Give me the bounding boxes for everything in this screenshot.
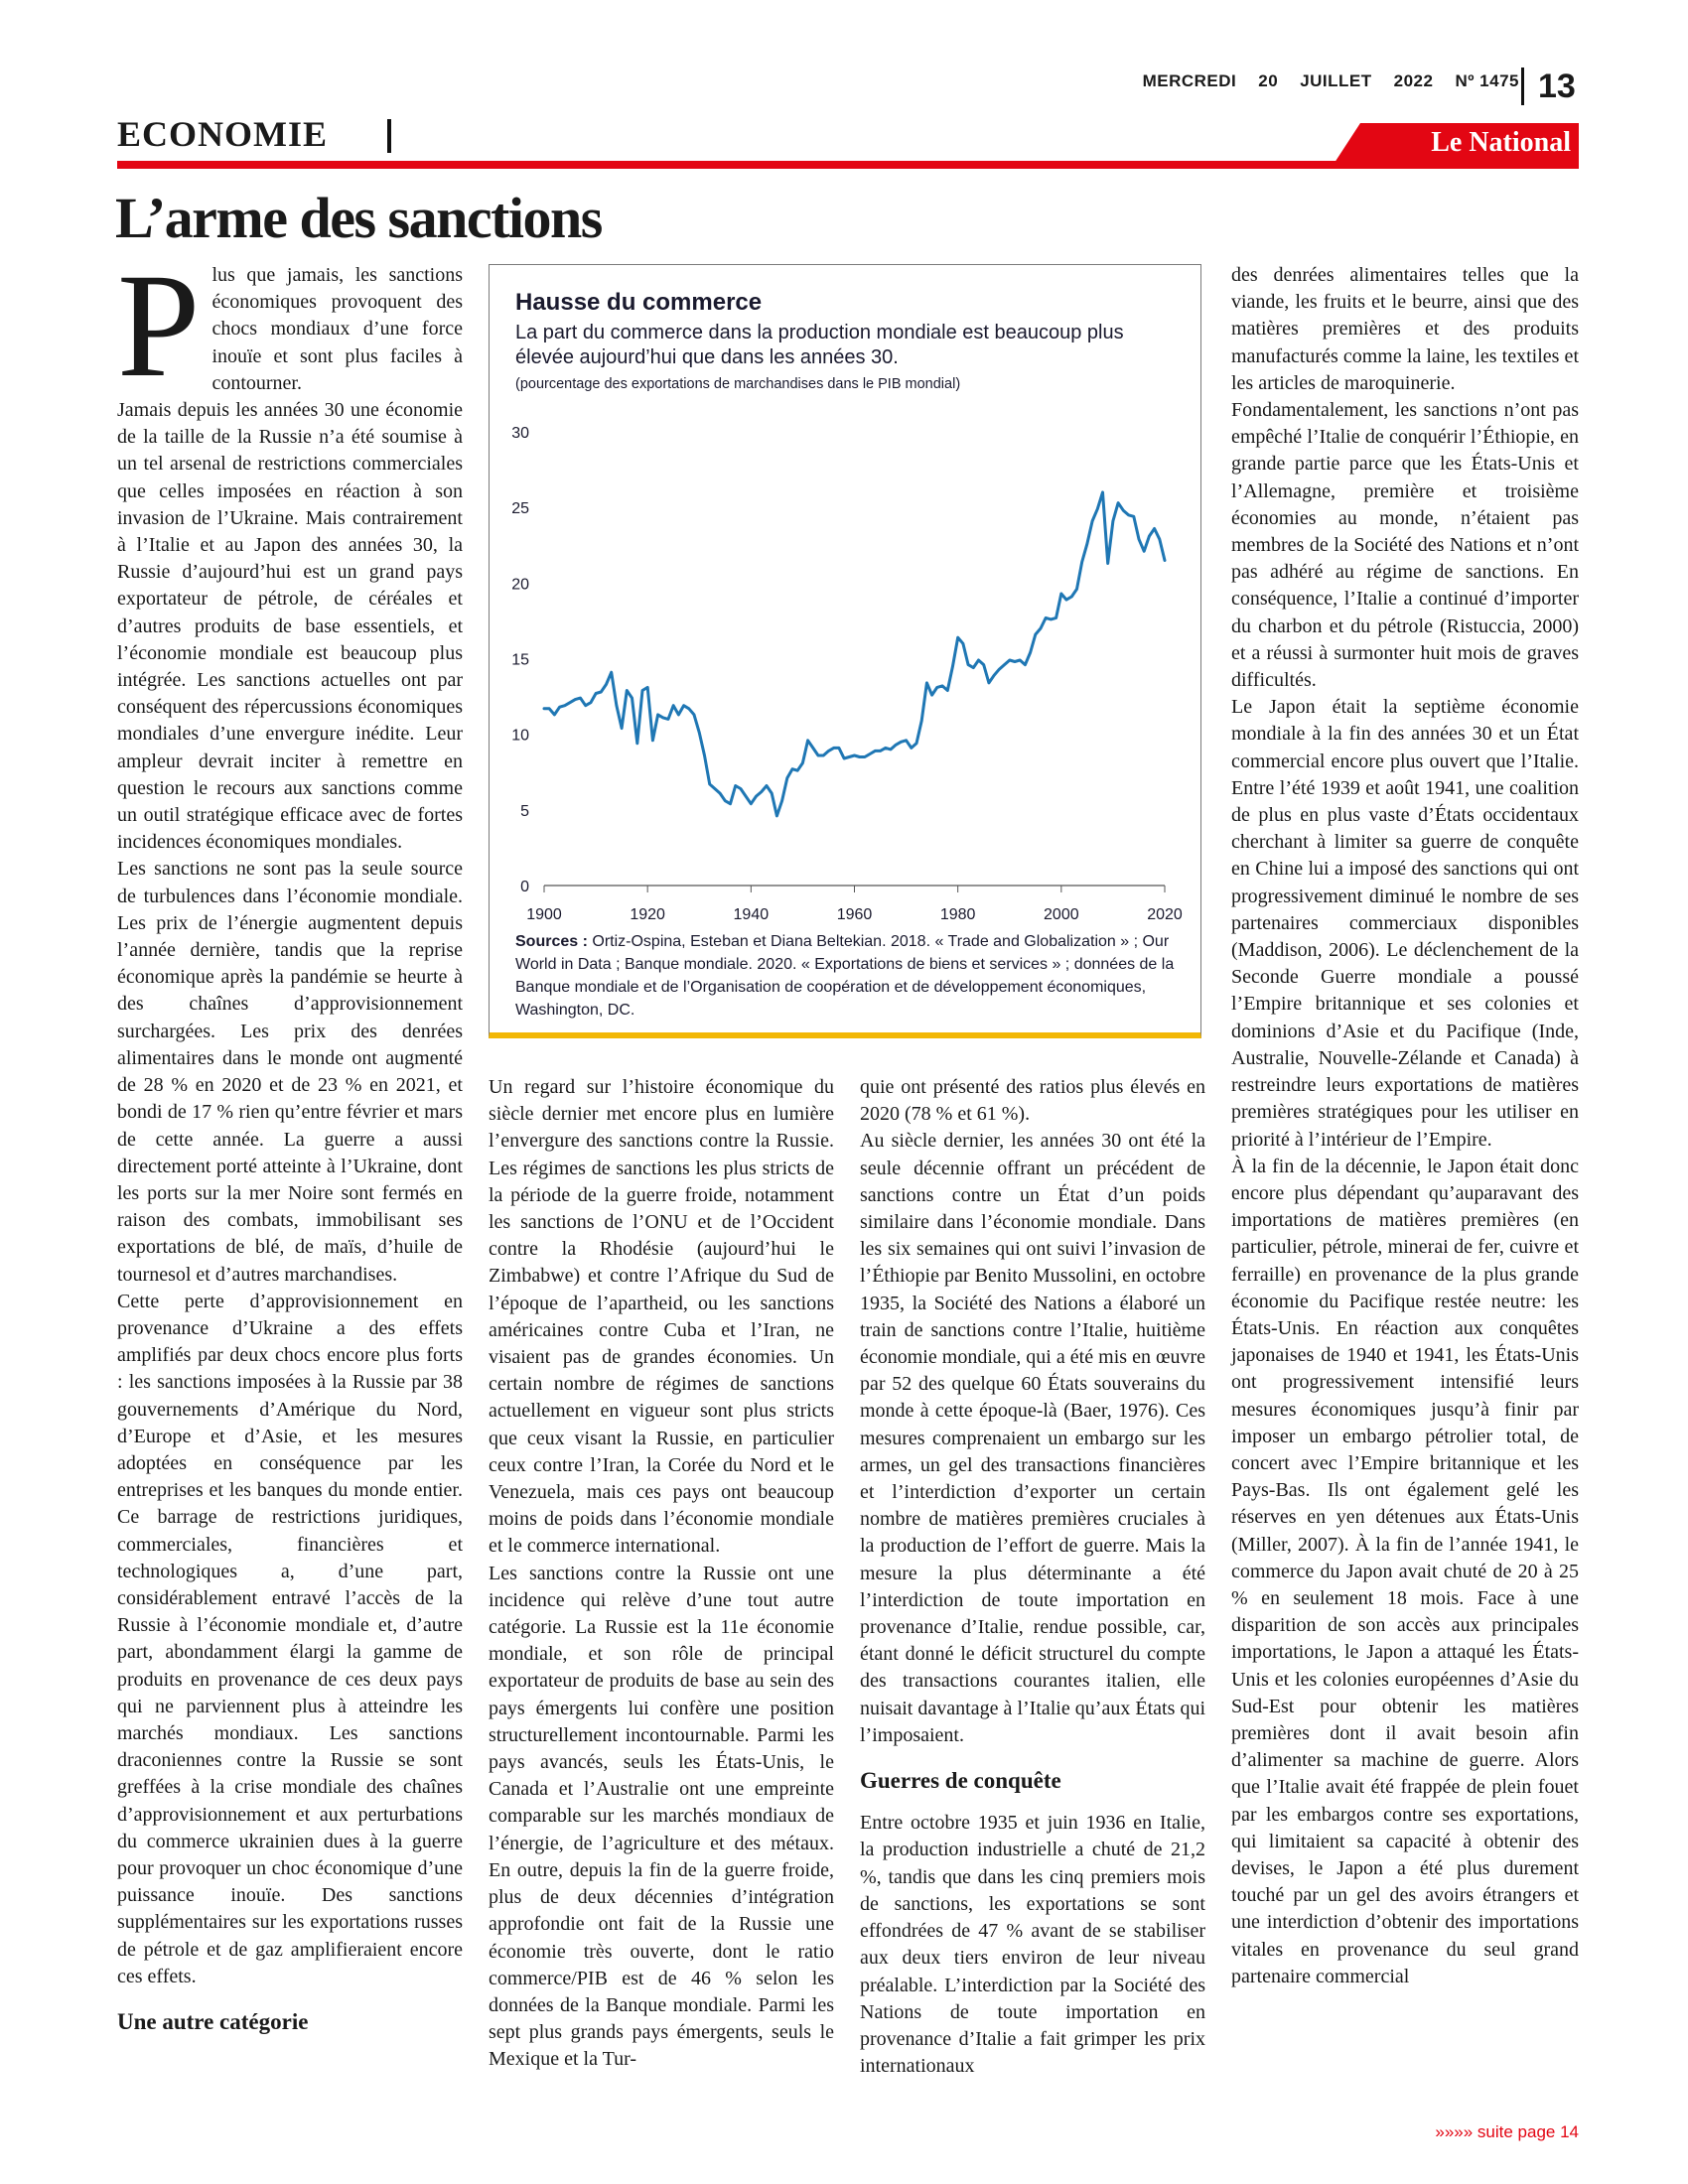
section-label: ECONOMIE	[117, 114, 329, 154]
x-tick-label: 1920	[630, 906, 665, 920]
paragraph: Cette perte d’approvisionnement en provenance d’Ukraine a des effets amplifiés par deux chocs encore plus forts : les sanctions imposées à la Russie par 38 gouvernements d’Amérique du Nord, d’Europe et d’Asie, et les mesures adoptées en conséquence par les entreprises et les banques du monde entier. Ce barrage de restrictions juridiques, commerciales, financières et technologiques a, d’une part, considérablement entravé l’accès de la Russie à l’économie mondiale et, d’autre part, abondamment élargi la gamme de produits en provenance de ces deux pays qui ne parviennent plus à atteindre les marchés mondiaux. Les sanctions draconiennes contre la Russie se sont greffées à la crise mondiale des chaînes d’approvisionnement et aux perturbations du commerce ukrainien dues à la guerre pour provoquer un choc économique d’une puissance inouïe. Des sanctions supplémentaires sur les exportations russes de pétrole et de gaz amplifieraient encore ces effets.	[117, 1290, 463, 1987]
article-column-3	[860, 1074, 1205, 2080]
y-tick-label: 30	[511, 425, 529, 442]
paragraph-text: lus que jamais, les sanctions économiques provoquent des chocs mondiaux d’une force inouïe et sont plus faciles à contourner.	[211, 264, 463, 394]
paragraph: quie ont présenté des ratios plus élevés en 2020 (78 % et 61 %).	[860, 1076, 1205, 1126]
paragraph: des denrées alimentaires telles que la viande, les fruits et le beurre, ainsi que des matières premières et des produits manufacturés comme la laine, les textiles et les articles de maroquinerie.	[1231, 264, 1579, 394]
paragraph: Les sanctions contre la Russie ont une incidence qui relève d’une tout autre catégorie. La Russie est la 11e économie mondiale, et son rôle de principal exportateur de produits de base au sein des pays émergents lui confère une position structurellement incontournable. Parmi les pays avancés, seuls les États-Unis, le Canada et l’Australie ont une empreinte comparable sur les marchés mondiaux de l’énergie, de l’agriculture et des métaux. En outre, depuis la fin de la guerre froide, plus de deux décennies d’intégration approfondie ont fait de la Russie une économie très ouverte, dont le ratio commerce/PIB est de 46 % selon les données de la Banque mondiale. Parmi les sept plus grands pays émergents, seuls le Mexique et la Tur-	[489, 1562, 834, 2071]
article-column-4	[1231, 262, 1579, 1990]
sources-text: Ortiz-Ospina, Esteban et Diana Beltekian. 2018. « Trade and Globalization » ; Our World in Data ; Banque mondiale. 2020. « Exportations de biens et services » ; données de la Banque mondiale et de l’Organisation de coopération et de développement économiques, Washington, DC.	[515, 933, 1175, 1019]
subheading: Une autre catégorie	[117, 2009, 309, 2034]
issue-year: 2022	[1393, 71, 1434, 90]
headline: L’arme des sanctions	[115, 186, 602, 250]
continued-on-page: »»»» suite page 14	[1435, 2122, 1579, 2141]
chart-subtitle: La part du commerce dans la production mondiale est beaucoup plus élevée aujourd’hui que dans les années 30.	[515, 322, 1124, 368]
x-tick-label: 2020	[1147, 906, 1183, 920]
y-tick-label: 5	[520, 802, 529, 820]
section-divider	[387, 119, 391, 153]
y-tick-label: 20	[511, 576, 529, 594]
issue-date: 20	[1258, 71, 1279, 90]
x-tick-label: 1940	[733, 906, 770, 920]
chart-title: Hausse du commerce	[515, 289, 763, 316]
article-column-2	[489, 1074, 834, 2074]
lead-paragraph	[117, 243, 463, 408]
dropcap: P	[117, 243, 201, 408]
chart-sources	[515, 930, 1181, 1022]
article-column-1	[117, 243, 463, 2051]
series-line	[544, 492, 1165, 816]
paragraph: Un regard sur l’histoire économique du siècle dernier met encore plus en lumière l’envergure des sanctions contre la Russie. Les régimes de sanctions les plus stricts de la période de la guerre froide, notamment les sanctions de l’ONU et de l’Occident contre la Rhodésie (aujourd’hui le Zimbabwe) et contre l’Afrique du Sud de l’époque de l’apartheid, ou les sanctions américaines contre Cuba et l’Iran, ne visaient pas de grandes économies. Un certain nombre de régimes de sanctions actuellement en vigueur sont plus stricts que ceux visant la Russie, en particulier ceux contre l’Iran, la Corée du Nord et le Venezuela, mais ces pays ont beaucoup moins de poids dans l’économie mondiale et le commerce international.	[489, 1076, 834, 1558]
sources-label: Sources :	[515, 933, 588, 950]
header-rule	[117, 161, 1579, 169]
issue-month: JUILLET	[1300, 71, 1372, 90]
x-tick-label: 1960	[836, 906, 873, 920]
x-tick-label: 1900	[526, 906, 562, 920]
chart-box	[489, 264, 1201, 1038]
x-tick-label: 2000	[1044, 906, 1079, 920]
paragraph: Le Japon était la septième économie mondiale à la fin des années 30 et un État commercial encore plus ouvert que l’Italie. Entre l’été 1939 et août 1941, une coalition de plus en plus vaste d’États occidentaux cherchant à limiter sa guerre de conquête en Chine lui a imposé des sanctions qui ont progressivement diminué le nombre de ses partenaires commerciaux disponibles (Maddison, 2006). Le déclenchement de la Seconde Guerre mondiale a poussé l’Empire britannique et ses colonies et dominions d’Asie et du Pacifique (Inde, Australie, Nouvelle-Zélande et Canada) à restreindre leurs exportations de matières premières stratégiques pour les utiliser en priorité à l’intérieur de l’Empire.	[1231, 696, 1579, 1151]
paragraph: Jamais depuis les années 30 une économie de la taille de la Russie n’a été soumise à un tel arsenal de restrictions commerciales que celles imposées en réaction à son invasion de l’Ukraine. Mais contrairement à l’Italie et au Japon des années 30, la Russie d’aujourd’hui est un grand pays exportateur de pétrole, de céréales et d’autres produits de base essentiels, et l’économie mondiale est beaucoup plus intégrée. Les sanctions actuelles ont par conséquent des répercussions économiques mondiales d’une envergure inédite. Leur ampleur devrait inciter à remettre en question le recours aux sanctions comme un outil stratégique efficace avec de fortes incidences économiques mondiales.	[117, 399, 463, 854]
y-tick-label: 15	[511, 651, 529, 669]
subheading: Guerres de conquête	[860, 1768, 1061, 1794]
paragraph: Au siècle dernier, les années 30 ont été la seule décennie offrant un précédent de sanctions contre un État d’un poids similaire dans l’économie mondiale. Dans les six semaines qui ont suivi l’invasion de l’Éthiopie par Benito Mussolini, en octobre 1935, la Société des Nations a élaboré un train de sanctions contre l’Italie, huitième économie mondiale, qui a été mis en œuvre par 52 des quelque 60 États souverains du monde à cette époque-là (Baer, 1976). Ces mesures comprenaient un embargo sur les armes, un gel des transactions financières et l’interdiction d’exporter un certain nombre de matières premières cruciales à la production de l’effort de guerre. Mais la mesure la plus déterminante a été l’interdiction de toute importation en provenance d’Italie, rendue possible, car, étant donné le déficit structurel du compte des transactions courantes italien, elle nuisait davantage à l’Italie qu’aux États qui l’imposaient.	[860, 1130, 1205, 1746]
chart-unit-note: (pourcentage des exportations de marchandises dans le PIB mondial)	[515, 376, 961, 392]
y-tick-label: 0	[520, 879, 529, 895]
paragraph: À la fin de la décennie, le Japon était donc encore plus dépendant qu’auparavant des importations de matières premières (en particulier, pétrole, minerai de fer, cuivre et ferraille) en provenance de la plus grande économie du Pacifique restée neutre: les États-Unis. En réaction aux conquêtes japonaises de 1940 et 1941, les États-Unis ont progressivement intensifié leurs mesures économiques jusqu’à finir par imposer un embargo pétrolier total, de concert avec l’Empire britannique et les Pays-Bas. Ils ont également gelé les réserves en yen détenues aux États-Unis (Miller, 2007). À la fin de l’année 1941, le commerce du Japon avait chuté de 20 à 25 % en seulement 18 mois. Face à une disparition de son accès aux principales importations, le Japon a attaqué les États-Unis et les colonies européennes d’Asie du Sud-Est pour obtenir les matières premières dont il avait besoin afin d’alimenter sa machine de guerre. Alors que l’Italie avait été frappée de plein fouet par les embargos contre ses exportations, qui limitaient sa capacité à obtenir des devises, le Japon a été plus durement touché par un gel des avoirs étrangers et une interdiction d’obtenir des importations vitales en provenance du seul grand partenaire commercial	[1231, 1155, 1579, 1987]
paragraph: Les sanctions ne sont pas la seule source de turbulences dans l’économie mondiale. Les prix de l’énergie augmentent depuis l’année dernière, tandis que la reprise économique après la pandémie se heurte à des chaînes d’approvisionnement surchargées. Les prix des denrées alimentaires dans le monde ont augmenté de 28 % en 2020 et de 23 % en 2021, et bondi de 17 % rien qu’entre février et mars de cette année. La guerre a aussi directement porté atteinte à l’Ukraine, dont les ports sur la mer Noire sont fermés en raison des combats, immobilisant ses exportations de blé, de maïs, d’huile de tournesol et d’autres marchandises.	[117, 858, 463, 1286]
paragraph: Fondamentalement, les sanctions n’ont pas empêché l’Italie de conquérir l’Éthiopie, en grande partie parce que les États-Unis et l’Allemagne, première et troisième économies au monde, n’étaient pas membres de la Société des Nations et n’ont pas adhéré au régime de sanctions. En conséquence, l’Italie a continué d’importer du charbon et du pétrole (Ristuccia, 2000) et a réussi à surmonter huit mois de graves difficultés.	[1231, 399, 1579, 692]
issue-day: MERCREDI	[1142, 71, 1237, 90]
issue-number: Nº 1475	[1455, 71, 1519, 90]
newspaper-name: Le National	[1431, 127, 1571, 158]
paragraph: Entre octobre 1935 et juin 1936 en Italie, la production industrielle a chuté de 21,2 %, tandis que dans les cinq premiers mois de sanctions, les exportations se sont effondrées de 47 % avant de se stabiliser aux deux tiers environ de leur niveau préalable. L’interdiction par la Société des Nations de toute importation en provenance d’Italie a fait grimper les prix internationaux	[860, 1812, 1205, 2078]
page-number: 13	[1521, 68, 1576, 105]
y-tick-label: 10	[511, 727, 529, 745]
y-tick-label: 25	[511, 500, 529, 518]
line-chart	[490, 404, 1200, 920]
issue-date-line	[1112, 71, 1519, 91]
x-tick-label: 1980	[939, 906, 976, 920]
